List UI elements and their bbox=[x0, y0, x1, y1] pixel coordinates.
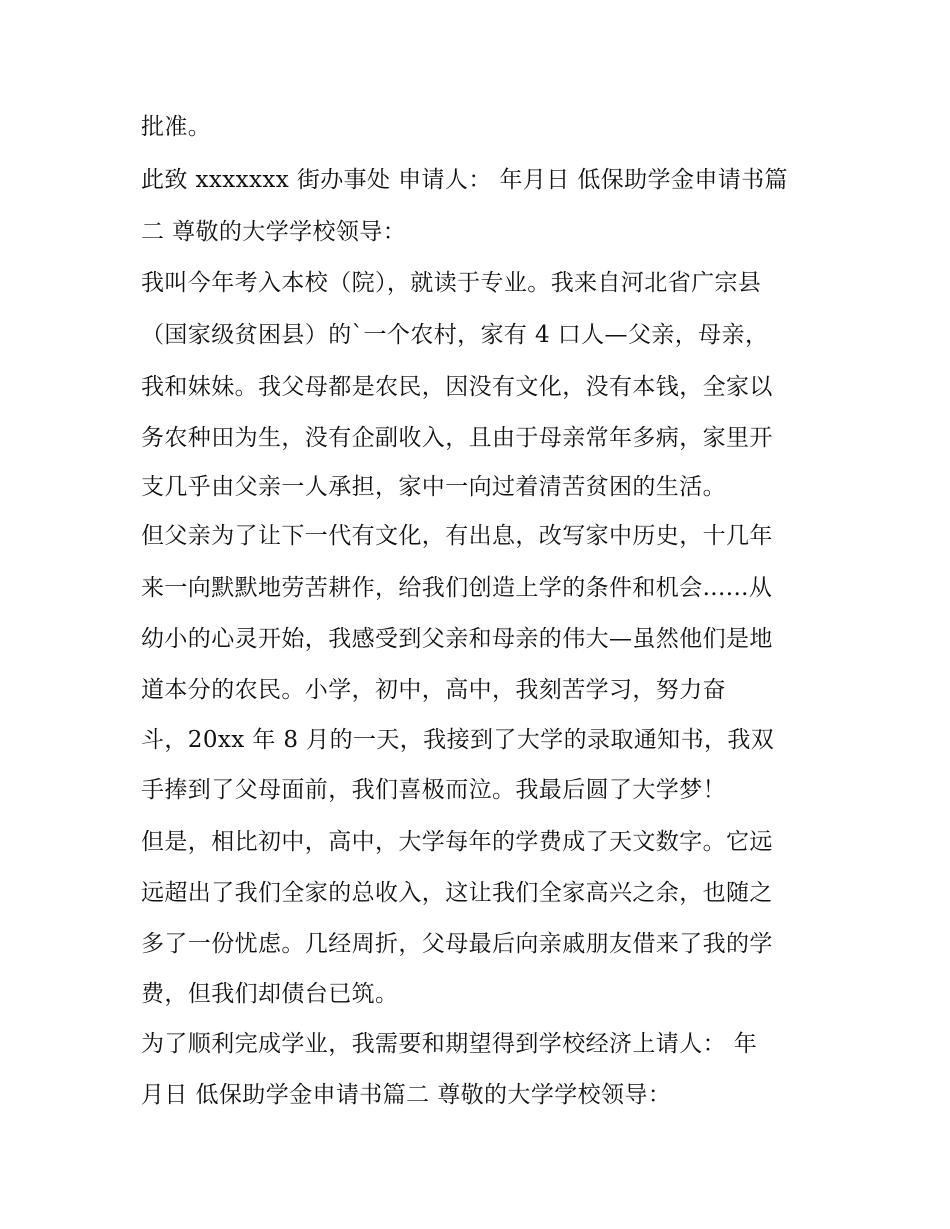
text-line: 务农种田为生，没有企副收入，且由于母亲常年多病，家里开 bbox=[141, 425, 773, 451]
text-line: 多了一份忧虑。几经周折，父母最后向亲戚朋友借来了我的学 bbox=[141, 931, 773, 957]
text-line: 斗，20xx 年 8 月的一天，我接到了大学的录取通知书，我双 bbox=[141, 727, 775, 753]
text-line: 月日 低保助学金申请书篇二 尊敬的大学学校领导： bbox=[141, 1082, 672, 1108]
text-line: 但是，相比初中，高中，大学每年的学费成了天文数字。它远 bbox=[141, 829, 773, 855]
text-line: 远超出了我们全家的总收入，这让我们全家高兴之余，也随之 bbox=[141, 880, 773, 906]
text-line: 为了顺利完成学业，我需要和期望得到学校经济上请人： 年 bbox=[141, 1031, 758, 1057]
text-line: 来一向默默地劳苦耕作，给我们创造上学的条件和机会......从 bbox=[141, 575, 773, 601]
text-line: 此致 xxxxxxx 街办事处 申请人： 年月日 低保助学金申请书篇 bbox=[141, 167, 788, 193]
text-line: 费，但我们却债台已筑。 bbox=[141, 981, 399, 1007]
text-line: （国家级贫困县）的`一个农村，家有 4 口人—父亲，母亲， bbox=[141, 322, 769, 348]
text-line: 我叫今年考入本校（院），就读于专业。我来自河北省广宗县 bbox=[141, 270, 762, 296]
text-line: 幼小的心灵开始，我感受到父亲和母亲的伟大—虽然他们是地 bbox=[141, 626, 773, 652]
text-line: 支几乎由父亲一人承担，家中一向过着清苦贫困的生活。 bbox=[141, 474, 726, 500]
text-line: 但父亲为了让下一代有文化，有出息，改写家中历史，十几年 bbox=[141, 523, 773, 549]
text-line: 批准。 bbox=[141, 114, 212, 140]
text-line: 二 尊敬的大学学校领导： bbox=[141, 219, 407, 245]
text-line: 道本分的农民。小学，初中，高中，我刻苦学习，努力奋 bbox=[141, 677, 726, 703]
text-line: 我和妹妹。我父母都是农民，因没有文化，没有本钱，全家以 bbox=[141, 374, 773, 400]
text-line: 手捧到了父母面前，我们喜极而泣。我最后圆了大学梦！ bbox=[141, 777, 726, 803]
